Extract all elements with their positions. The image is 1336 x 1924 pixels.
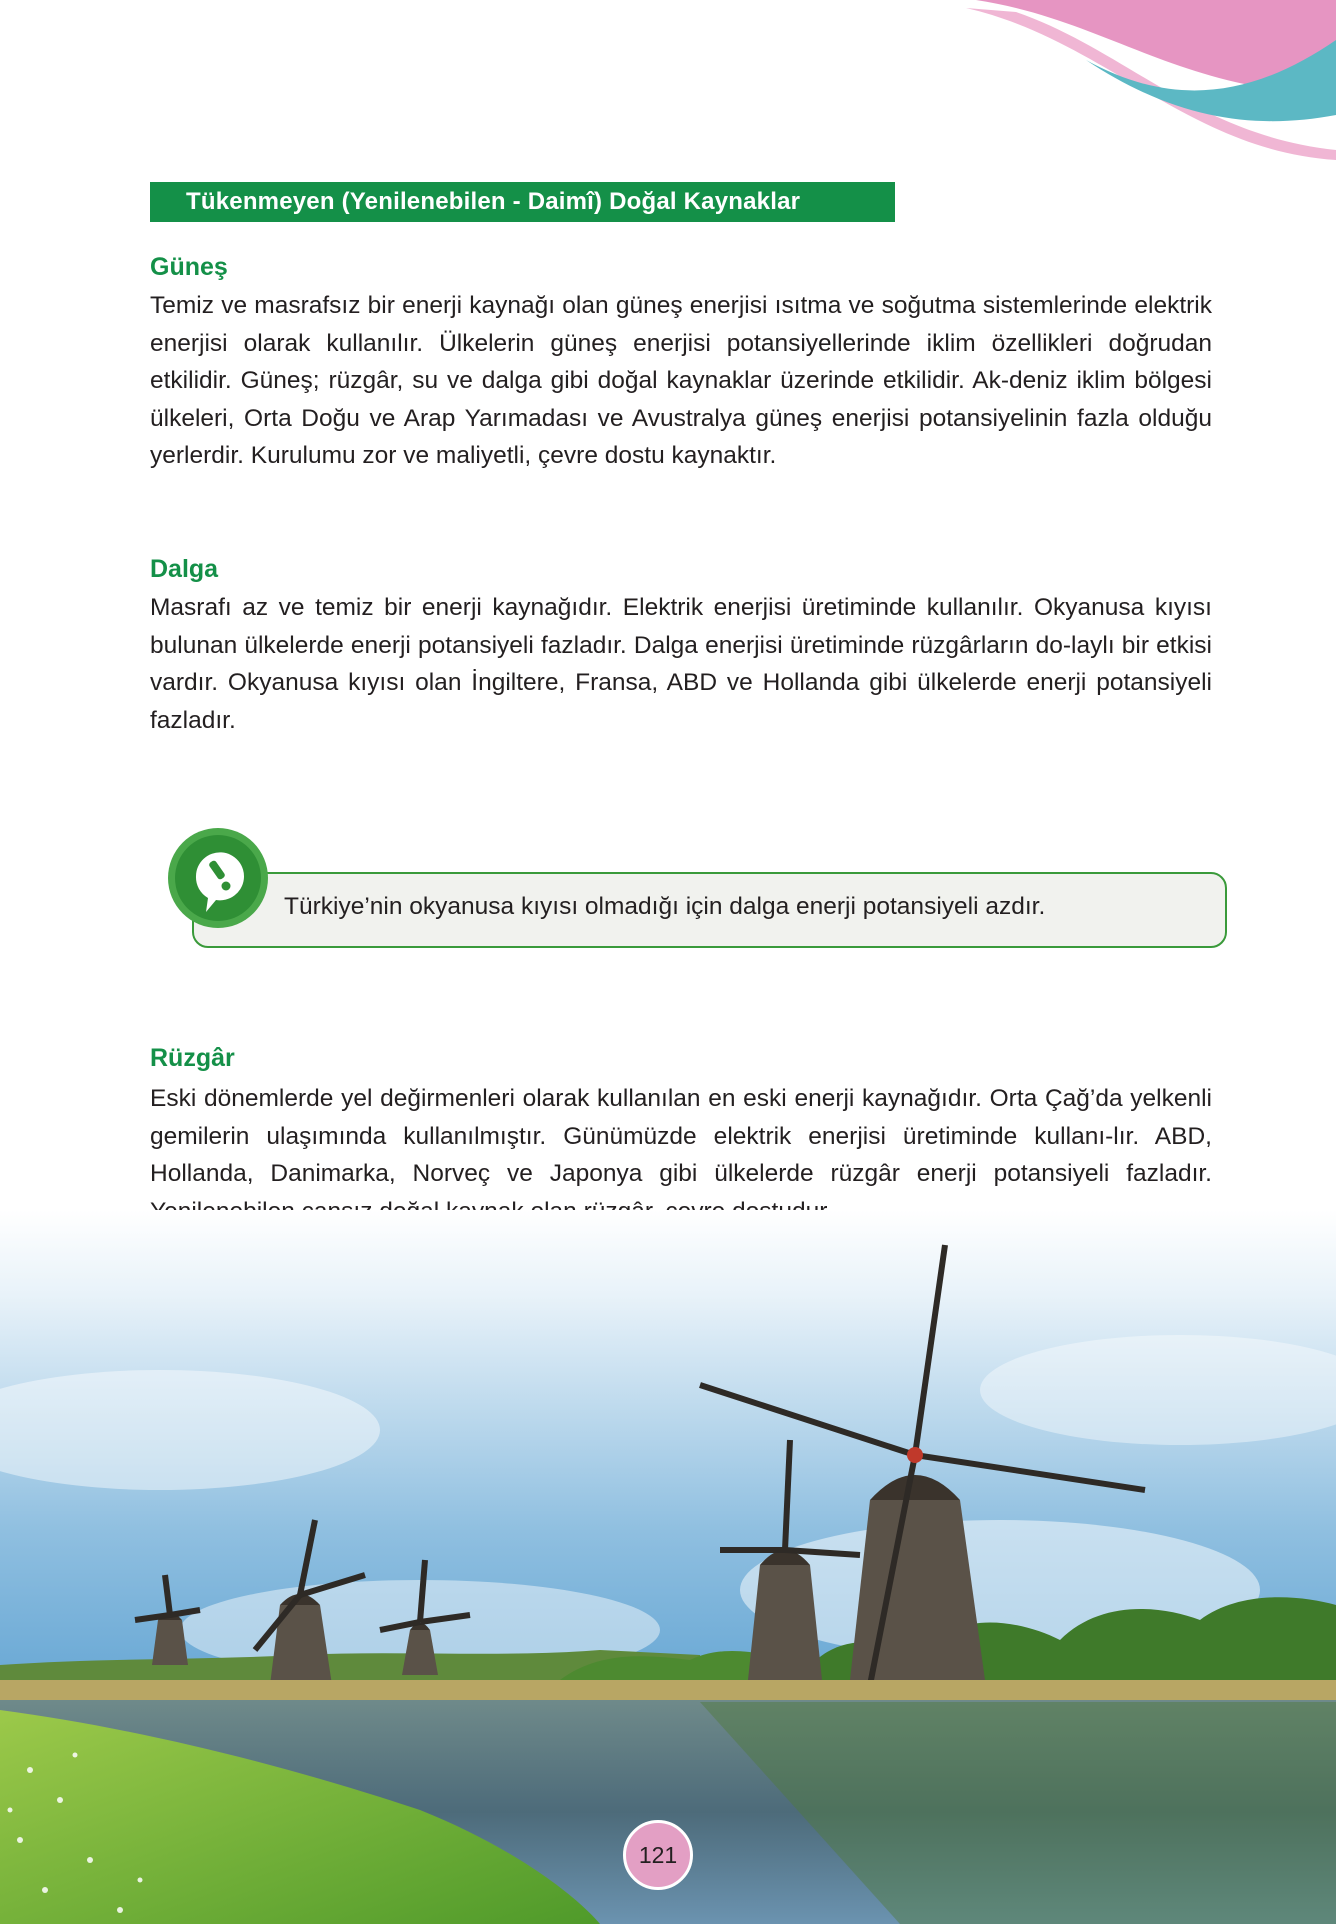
page-number: 121 xyxy=(623,1820,693,1890)
section-title-banner: Tükenmeyen (Yenilenebilen - Daimî) Doğal Kaynaklar xyxy=(150,182,895,222)
decorative-waves xyxy=(856,0,1336,170)
windmills-photo xyxy=(0,1210,1336,1924)
paragraph-dalga: Masrafı az ve temiz bir enerji kaynağıdır. Elektrik enerjisi üretiminde kullanılır. Okyanusa kıyısı bulunan ülkelerde enerji potansiyeli fazladır. Dalga enerjisi üretiminde rüzgârların do-laylı bir etkisi vardır. Okyanusa kıyısı olan İngiltere, Fransa, ABD ve Hollanda gibi ülkelerde enerji potansiyeli fazladır. xyxy=(150,594,1212,734)
paragraph-ruzgar: Eski dönemlerde yel değirmenleri olarak kullanılan en eski enerji kaynağıdır. Orta Çağ’da yelkenli gemilerin ulaşımında kullanılmıştır. Günümüzde elektrik enerjisi üretiminde kullanı-lır. ABD, Hollanda, Danimarka, Norveç ve Japonya gibi ülkelerde rüzgâr enerji potansiyeli fazladır. xyxy=(150,1085,1212,1187)
exclamation-speech-icon xyxy=(166,826,276,936)
paragraph-gunes: Temiz ve masrafsız bir enerji kaynağı olan güneş enerjisi ısıtma ve soğutma sistemlerinde elektrik enerjisi olarak kullanılır. Ülkelerin güneş enerjisi potansiyellerinde iklim özellikleri doğrudan etkilidir. Güneş; rüzgâr, su ve dalga gibi doğal kaynaklar üzerinde etkilidir. Ak-deniz iklim bölgesi ülkeleri, Orta Doğu ve Arap Yarımadası ve Avustralya güneş enerjisi potansiyelinin fazla olduğu yerlerdir. Kurulumu zor ve maliyetli, çevre dostu kaynaktır. xyxy=(150,292,1212,469)
heading-dalga: Dalga xyxy=(150,555,219,583)
info-note-box xyxy=(192,872,1227,948)
heading-gunes: Güneş xyxy=(150,253,228,281)
heading-ruzgar: Rüzgâr xyxy=(150,1044,235,1072)
info-note-text: Türkiye’nin okyanusa kıyısı olmadığı için dalga enerji potansiyeli azdır. xyxy=(284,893,1046,920)
